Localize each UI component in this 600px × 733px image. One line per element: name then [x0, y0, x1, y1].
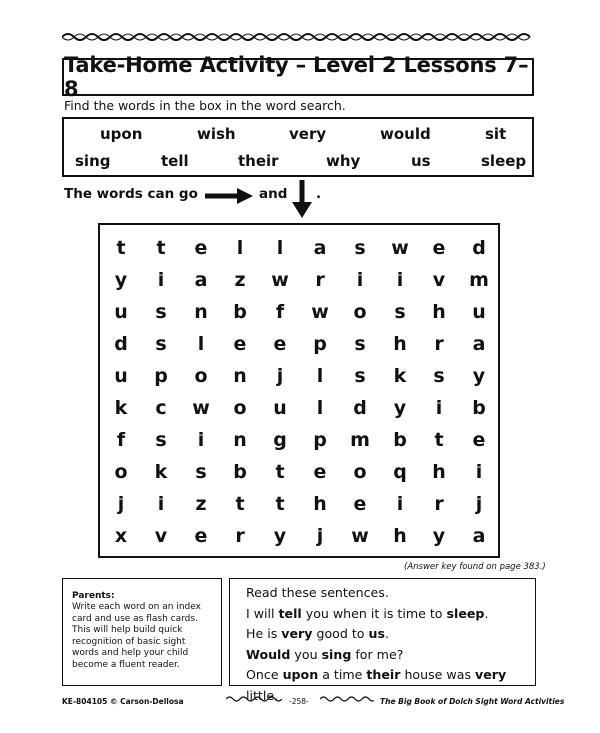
text-segment: .	[484, 605, 489, 621]
grid-letter[interactable]: u	[472, 301, 486, 323]
grid-letter[interactable]: i	[356, 269, 364, 291]
grid-letter[interactable]: e	[233, 333, 247, 355]
sentence-3	[246, 645, 535, 666]
grid-letter[interactable]: b	[233, 301, 247, 323]
page-title: Take-Home Activity – Level 2 Lessons 7–8	[62, 58, 534, 96]
grid-letter[interactable]: e	[194, 525, 208, 547]
directions-suffix: .	[316, 186, 322, 202]
parents-title: Parents:	[72, 591, 115, 601]
grid-letter[interactable]: v	[432, 269, 446, 291]
grid-row	[100, 237, 498, 267]
sentence-1	[246, 604, 535, 625]
word-sing: sing	[75, 152, 111, 170]
grid-letter[interactable]: h	[432, 461, 446, 483]
grid-row	[100, 461, 498, 491]
grid-letter[interactable]: i	[197, 429, 205, 451]
grid-letter[interactable]: t	[235, 493, 245, 515]
footer-publisher: KE-804105 © Carson-Dellosa	[62, 697, 184, 706]
sight-word: tell	[278, 605, 302, 621]
text-segment: .	[385, 626, 390, 641]
grid-letter[interactable]: u	[114, 301, 128, 323]
grid-row	[100, 333, 498, 363]
grid-letter[interactable]: b	[233, 461, 247, 483]
directions-middle: and	[259, 186, 288, 202]
grid-letter[interactable]: a	[472, 525, 486, 547]
text-segment: for me?	[351, 646, 404, 662]
grid-letter[interactable]: u	[273, 397, 287, 419]
grid-letter[interactable]: t	[116, 237, 126, 259]
grid-letter[interactable]: k	[114, 397, 128, 419]
grid-letter[interactable]: s	[394, 301, 406, 323]
grid-letter[interactable]: i	[435, 397, 443, 419]
grid-letter[interactable]: l	[316, 397, 324, 419]
grid-letter[interactable]: a	[472, 333, 486, 355]
grid-letter[interactable]: l	[276, 237, 284, 259]
decorative-border	[62, 30, 534, 44]
grid-letter[interactable]: e	[313, 461, 327, 483]
grid-letter[interactable]: s	[354, 237, 366, 259]
text-segment: a time	[318, 667, 367, 682]
grid-letter[interactable]: s	[155, 301, 167, 323]
word-sleep: sleep	[481, 152, 527, 170]
grid-letter[interactable]: w	[192, 397, 210, 419]
word-very: very	[289, 125, 327, 143]
grid-letter[interactable]: p	[313, 429, 327, 451]
grid-letter[interactable]: n	[194, 301, 208, 323]
grid-letter[interactable]: r	[434, 493, 444, 515]
grid-letter[interactable]: t	[275, 461, 285, 483]
word-sit: sit	[485, 125, 507, 143]
grid-letter[interactable]: e	[194, 237, 208, 259]
grid-letter[interactable]: s	[155, 429, 167, 451]
sight-word: very	[475, 667, 507, 682]
grid-letter[interactable]: p	[154, 365, 168, 387]
grid-letter[interactable]: y	[472, 365, 486, 387]
grid-letter[interactable]: i	[396, 493, 404, 515]
word-tell: tell	[161, 152, 189, 170]
grid-letter[interactable]: k	[154, 461, 168, 483]
sight-word: Would	[246, 646, 291, 662]
grid-letter[interactable]: q	[393, 461, 407, 483]
grid-letter[interactable]: h	[393, 333, 407, 355]
grid-letter[interactable]: i	[475, 461, 483, 483]
grid-letter[interactable]: a	[194, 269, 208, 291]
sight-word: upon	[282, 667, 319, 682]
grid-letter[interactable]: o	[353, 461, 367, 483]
text-segment: you	[290, 646, 322, 662]
word-would: would	[380, 125, 431, 143]
grid-letter[interactable]: t	[275, 493, 285, 515]
text-segment: house was	[400, 667, 476, 682]
text-segment: good to	[312, 626, 369, 641]
grid-letter[interactable]: w	[351, 525, 369, 547]
grid-letter[interactable]: b	[472, 397, 486, 419]
grid-letter[interactable]: y	[273, 525, 287, 547]
grid-letter[interactable]: e	[472, 429, 486, 451]
grid-letter[interactable]: w	[391, 237, 409, 259]
grid-letter[interactable]: s	[433, 365, 445, 387]
grid-letter[interactable]: z	[234, 269, 246, 291]
grid-letter[interactable]: l	[236, 237, 244, 259]
grid-letter[interactable]: l	[316, 365, 324, 387]
grid-letter[interactable]: k	[393, 365, 407, 387]
grid-letter[interactable]: j	[117, 493, 125, 515]
grid-letter[interactable]: j	[316, 525, 324, 547]
footer-decoration	[226, 694, 284, 704]
footer-book-title: The Big Book of Dolch Sight Word Activities	[380, 697, 565, 706]
grid-letter[interactable]: o	[114, 461, 128, 483]
grid-letter[interactable]: w	[311, 301, 329, 323]
grid-letter[interactable]: z	[195, 493, 207, 515]
word-list-box	[62, 117, 534, 177]
grid-letter[interactable]: j	[475, 493, 483, 515]
grid-letter[interactable]: c	[155, 397, 167, 419]
word-upon: upon	[100, 125, 143, 143]
arrow-down-icon	[292, 180, 312, 218]
grid-letter[interactable]: m	[350, 429, 370, 451]
sight-word: very	[281, 626, 313, 641]
text-segment: little.	[246, 687, 279, 703]
grid-letter[interactable]: t	[434, 429, 444, 451]
grid-row	[100, 493, 498, 523]
word-why: why	[326, 152, 361, 170]
grid-letter[interactable]: n	[233, 429, 247, 451]
grid-letter[interactable]: o	[353, 301, 367, 323]
grid-letter[interactable]: e	[353, 493, 367, 515]
grid-letter[interactable]: y	[432, 525, 446, 547]
grid-row	[100, 365, 498, 395]
directions-prefix: The words can go	[64, 186, 198, 202]
grid-letter[interactable]: d	[472, 237, 486, 259]
grid-row	[100, 269, 498, 299]
grid-letter[interactable]: s	[195, 461, 207, 483]
grid-letter[interactable]: f	[275, 301, 285, 323]
grid-letter[interactable]: s	[354, 333, 366, 355]
grid-letter[interactable]: o	[233, 397, 247, 419]
grid-letter[interactable]: w	[271, 269, 289, 291]
sight-word: sing	[321, 646, 352, 662]
sight-word: us	[368, 626, 385, 641]
grid-letter[interactable]: b	[393, 429, 407, 451]
answer-key-note: (Answer key found on page 383.)	[404, 562, 546, 572]
text-segment: Once	[246, 667, 283, 682]
grid-letter[interactable]: i	[157, 493, 165, 515]
sentences-heading: Read these sentences.	[246, 585, 389, 600]
grid-row	[100, 429, 498, 459]
footer-decoration	[320, 694, 374, 704]
grid-letter[interactable]: d	[353, 397, 367, 419]
grid-letter[interactable]: a	[313, 237, 327, 259]
word-wish: wish	[197, 125, 236, 143]
grid-row	[100, 525, 498, 555]
grid-letter[interactable]: g	[273, 429, 287, 451]
arrow-right-icon	[205, 188, 253, 204]
grid-letter[interactable]: i	[157, 269, 165, 291]
text-segment: I will	[246, 605, 279, 621]
grid-letter[interactable]: d	[114, 333, 128, 355]
sight-word: sleep	[446, 605, 485, 621]
text-segment: He is	[246, 626, 282, 641]
grid-letter[interactable]: j	[276, 365, 284, 387]
parents-text: Write each word on an index card and use as flash cards. This will help build quick recognition of basic sight words and help your child become a fluent reader.	[72, 602, 201, 670]
instruction-text: Find the words in the box in the word search.	[64, 98, 346, 113]
grid-letter[interactable]: r	[235, 525, 245, 547]
grid-letter[interactable]: h	[313, 493, 327, 515]
grid-letter[interactable]: f	[116, 429, 126, 451]
page-number: -258-	[289, 697, 309, 706]
grid-letter[interactable]: i	[396, 269, 404, 291]
grid-letter[interactable]: h	[393, 525, 407, 547]
text-segment: you when it is time to	[301, 605, 447, 621]
grid-row	[100, 301, 498, 331]
grid-letter[interactable]: h	[432, 301, 446, 323]
grid-letter[interactable]: s	[155, 333, 167, 355]
grid-letter[interactable]: u	[114, 365, 128, 387]
grid-letter[interactable]: e	[273, 333, 287, 355]
grid-letter[interactable]: r	[434, 333, 444, 355]
sentence-2	[246, 624, 535, 645]
word-search-grid	[98, 223, 500, 558]
grid-letter[interactable]: e	[432, 237, 446, 259]
grid-letter[interactable]: l	[197, 333, 205, 355]
grid-letter[interactable]: t	[156, 237, 166, 259]
grid-letter[interactable]: p	[313, 333, 327, 355]
grid-letter[interactable]: v	[154, 525, 168, 547]
grid-letter[interactable]: y	[114, 269, 128, 291]
grid-row	[100, 397, 498, 427]
grid-letter[interactable]: y	[393, 397, 407, 419]
grid-letter[interactable]: x	[114, 525, 128, 547]
word-their: their	[238, 152, 279, 170]
grid-letter[interactable]: m	[469, 269, 489, 291]
grid-letter[interactable]: s	[354, 365, 366, 387]
grid-letter[interactable]: r	[315, 269, 325, 291]
word-us: us	[411, 152, 431, 170]
grid-letter[interactable]: n	[233, 365, 247, 387]
parents-note-box	[62, 578, 222, 686]
sight-word: their	[366, 667, 401, 682]
grid-letter[interactable]: o	[194, 365, 208, 387]
